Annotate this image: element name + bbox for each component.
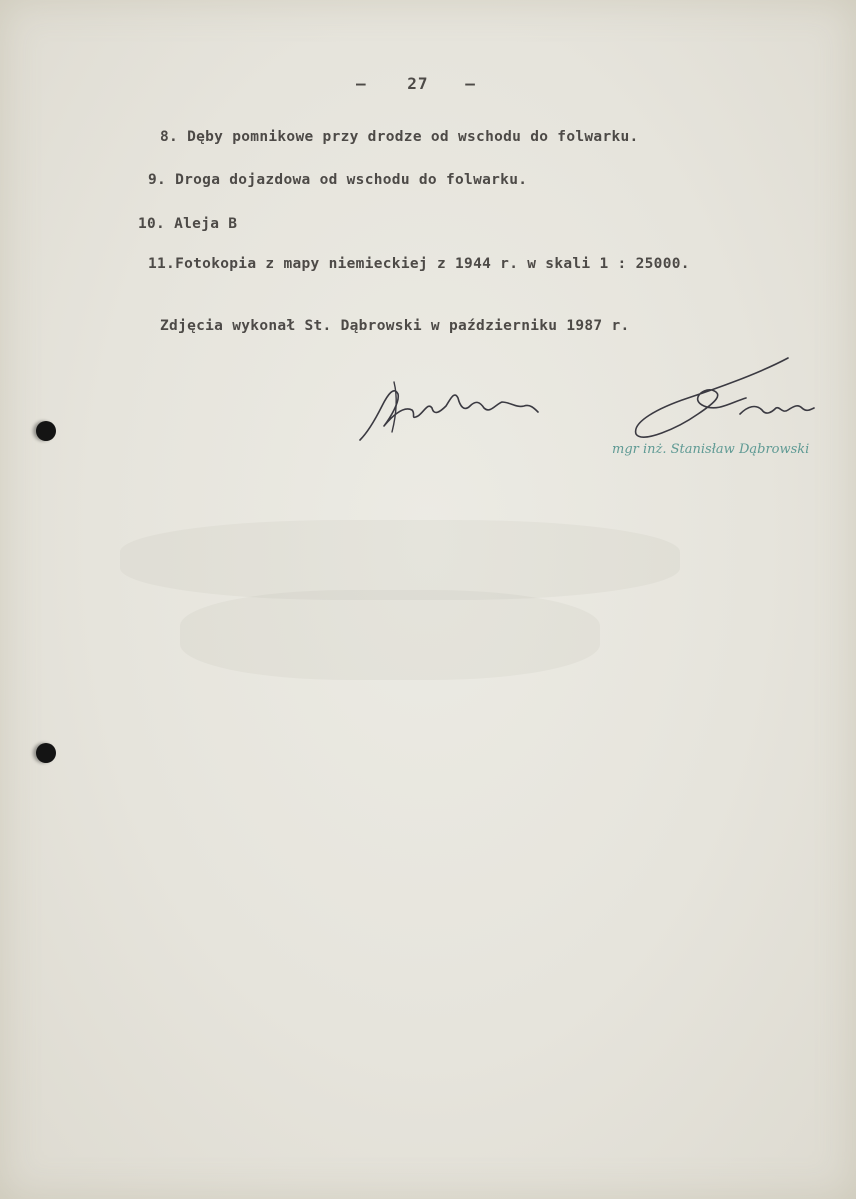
- photo-credit: Zdjęcia wykonał St. Dąbrowski w październiku 1987 r.: [160, 318, 630, 334]
- dash-right: –: [465, 74, 476, 93]
- page-number: [356, 74, 476, 93]
- name-stamp: mgr inż. Stanisław Dąbrowski: [612, 442, 810, 457]
- list-item-10: 10. Aleja B: [138, 216, 238, 232]
- list-item-8: 8. Dęby pomnikowe przy drodze od wschodu do folwarku.: [160, 129, 639, 145]
- page-number-value: 27: [407, 74, 429, 93]
- paper-stain: [120, 520, 680, 600]
- paper-stain: [180, 590, 600, 680]
- punch-hole-bottom: [36, 743, 56, 763]
- list-item-11: 11.Fotokopia z mapy niemieckiej z 1944 r. w skali 1 : 25000.: [148, 256, 690, 272]
- list-item-9: 9. Droga dojazdowa od wschodu do folwarku.: [148, 172, 528, 188]
- signature-right: [628, 354, 828, 444]
- punch-hole-top: [36, 421, 56, 441]
- signature-left: [354, 372, 554, 452]
- dash-left: –: [356, 74, 367, 93]
